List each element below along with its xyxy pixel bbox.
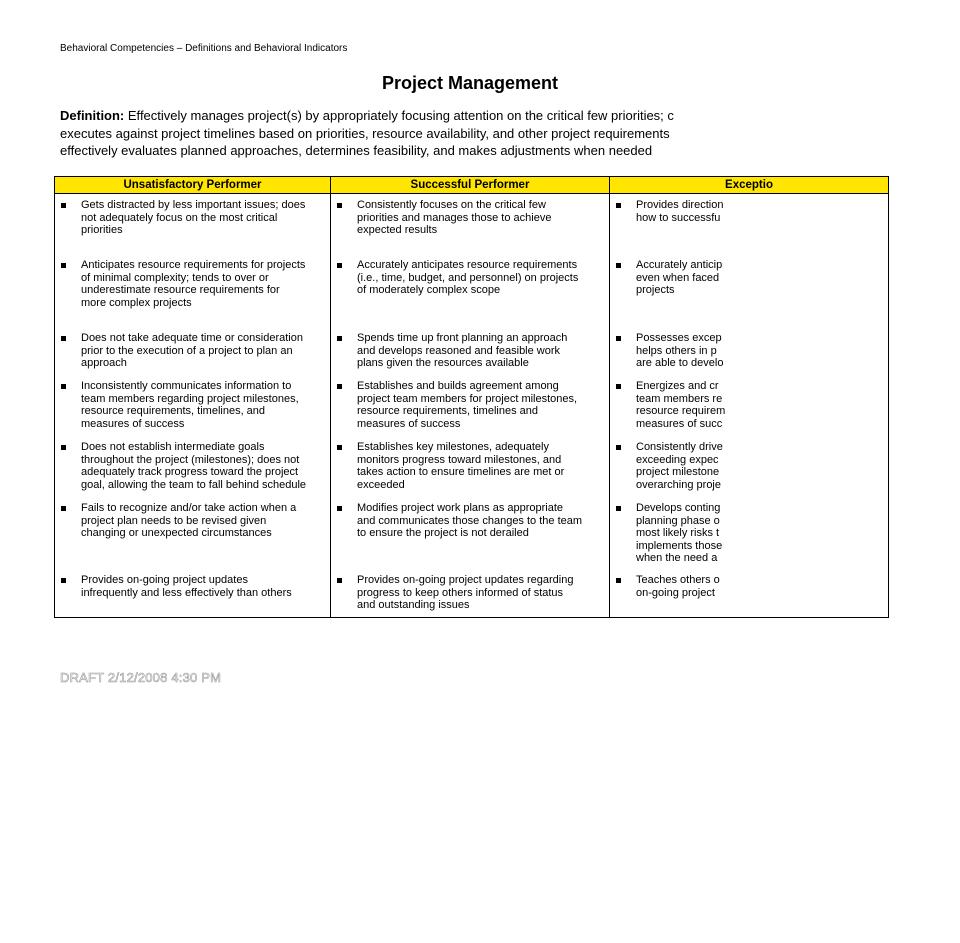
table-header-row: [55, 177, 889, 194]
table-row: [55, 569, 889, 617]
indicator-text: Inconsistently communicates information to team members regarding project milestones, resource requirements, timelines, and measures of success: [81, 380, 299, 430]
bullet-icon: [61, 506, 66, 511]
indicator-text: Modifies project work plans as appropriate and communicates those changes to the team to ensure the project is not derailed: [357, 502, 583, 539]
indicator-text: Consistently focuses on the critical few priorities and manages those to achieve expected results: [357, 199, 552, 236]
bullet-icon: [61, 384, 66, 389]
table-cell-exceptional: [610, 194, 889, 254]
table-row: [55, 375, 889, 436]
draft-stamp: DRAFT 2/12/2008 4:30 PM: [60, 670, 222, 685]
indicator-text: Teaches others o on-going project: [636, 574, 720, 599]
bullet-icon: [337, 263, 342, 268]
bullet-icon: [616, 336, 621, 341]
bullet-icon: [337, 336, 342, 341]
table-cell-unsatisfactory: [55, 194, 331, 254]
bullet-icon: [61, 445, 66, 450]
indicator-text: Consistently drive exceeding expec project milestone overarching proje: [636, 441, 723, 491]
table-cell-successful: [331, 194, 610, 254]
definition-text: Effectively manages project(s) by appropriately focusing attention on the critical few priorities; c: [127, 108, 674, 123]
table-row: [55, 497, 889, 569]
definition-label: Definition:: [60, 108, 125, 123]
indicator-text: Establishes and builds agreement among project team members for project milestones, resource requirements, timelines and measures of success: [357, 380, 578, 430]
bullet-icon: [616, 263, 621, 268]
bullet-icon: [616, 506, 621, 511]
table-cell-unsatisfactory: [55, 569, 331, 617]
column-header-unsatisfactory: Unsatisfactory Performer: [55, 177, 331, 194]
indicator-text: Anticipates resource requirements for projects of minimal complexity; tends to over or underestimate resource requirements for more complex projects: [81, 259, 306, 309]
indicator-text: Accurately anticipates resource requirements (i.e., time, budget, and personnel) on projects of moderately complex scope: [357, 259, 579, 296]
table-row: [55, 254, 889, 327]
bullet-icon: [337, 445, 342, 450]
indicator-text: Develops conting planning phase o most likely risks t implements those when the need a: [636, 502, 723, 564]
table-cell-successful: [331, 327, 610, 375]
table-cell-successful: [331, 497, 610, 569]
column-header-exceptional: Exceptio: [610, 177, 889, 194]
indicator-text: Energizes and cr team members re resource requirem measures of succ: [636, 380, 726, 430]
definition-paragraph: [60, 107, 960, 160]
running-header: Behavioral Competencies – Definitions and Behavioral Indicators: [60, 43, 348, 54]
bullet-icon: [616, 384, 621, 389]
bullet-icon: [61, 578, 66, 583]
bullet-icon: [61, 203, 66, 208]
table-cell-unsatisfactory: [55, 375, 331, 436]
indicator-text: Accurately anticip even when faced projects: [636, 259, 723, 296]
table-cell-unsatisfactory: [55, 327, 331, 375]
table-cell-exceptional: [610, 375, 889, 436]
bullet-icon: [616, 203, 621, 208]
indicator-text: Fails to recognize and/or take action when a project plan needs to be revised given changing or unexpected circumstances: [81, 502, 297, 539]
indicator-text: Spends time up front planning an approach and develops reasoned and feasible work plans given the resources available: [357, 332, 568, 369]
indicator-text: Does not take adequate time or consideration prior to the execution of a project to plan an approach: [81, 332, 303, 369]
indicator-text: Possesses excep helps others in p are able to develo: [636, 332, 724, 369]
table-cell-unsatisfactory: [55, 436, 331, 497]
definition-line: executes against project timelines based on priorities, resource availability, and other project requirements: [60, 125, 670, 141]
bullet-icon: [616, 445, 621, 450]
indicator-text: Does not establish intermediate goals throughout the project (milestones); does not adequately track progress toward the project goal, allowing the team to fall behind schedule: [81, 441, 307, 491]
table-cell-exceptional: [610, 436, 889, 497]
bullet-icon: [61, 263, 66, 268]
table-row: [55, 327, 889, 375]
table-row: [55, 436, 889, 497]
bullet-icon: [61, 336, 66, 341]
table-row: [55, 194, 889, 254]
indicator-text: Provides direction how to successfu: [636, 199, 724, 224]
bullet-icon: [337, 203, 342, 208]
definition-line: [60, 107, 960, 125]
table-cell-successful: [331, 254, 610, 327]
indicator-text: Provides on-going project updates infrequently and less effectively than others: [81, 574, 292, 599]
indicator-text: Provides on-going project updates regarding progress to keep others informed of status and outstanding issues: [357, 574, 574, 611]
table-cell-unsatisfactory: [55, 254, 331, 327]
bullet-icon: [337, 506, 342, 511]
table-cell-unsatisfactory: [55, 497, 331, 569]
table-cell-successful: [331, 569, 610, 617]
page-title: Project Management: [381, 73, 559, 93]
bullet-icon: [337, 384, 342, 389]
definition-line: effectively evaluates planned approaches, determines feasibility, and makes adjustments when needed: [60, 143, 653, 158]
table-cell-exceptional: [610, 327, 889, 375]
table-cell-exceptional: [610, 497, 889, 569]
column-header-successful: Successful Performer: [331, 177, 610, 194]
table-cell-successful: [331, 436, 610, 497]
table-cell-successful: [331, 375, 610, 436]
bullet-icon: [337, 578, 342, 583]
table-cell-exceptional: [610, 569, 889, 617]
indicator-text: Gets distracted by less important issues; does not adequately focus on the most critical priorities: [81, 199, 306, 236]
indicator-text: Establishes key milestones, adequately monitors progress toward milestones, and takes action to ensure timelines are met or exceeded: [357, 441, 565, 491]
bullet-icon: [616, 578, 621, 583]
behavioral-indicators-table: [54, 176, 889, 618]
table-body: [55, 194, 889, 617]
table-cell-exceptional: [610, 254, 889, 327]
